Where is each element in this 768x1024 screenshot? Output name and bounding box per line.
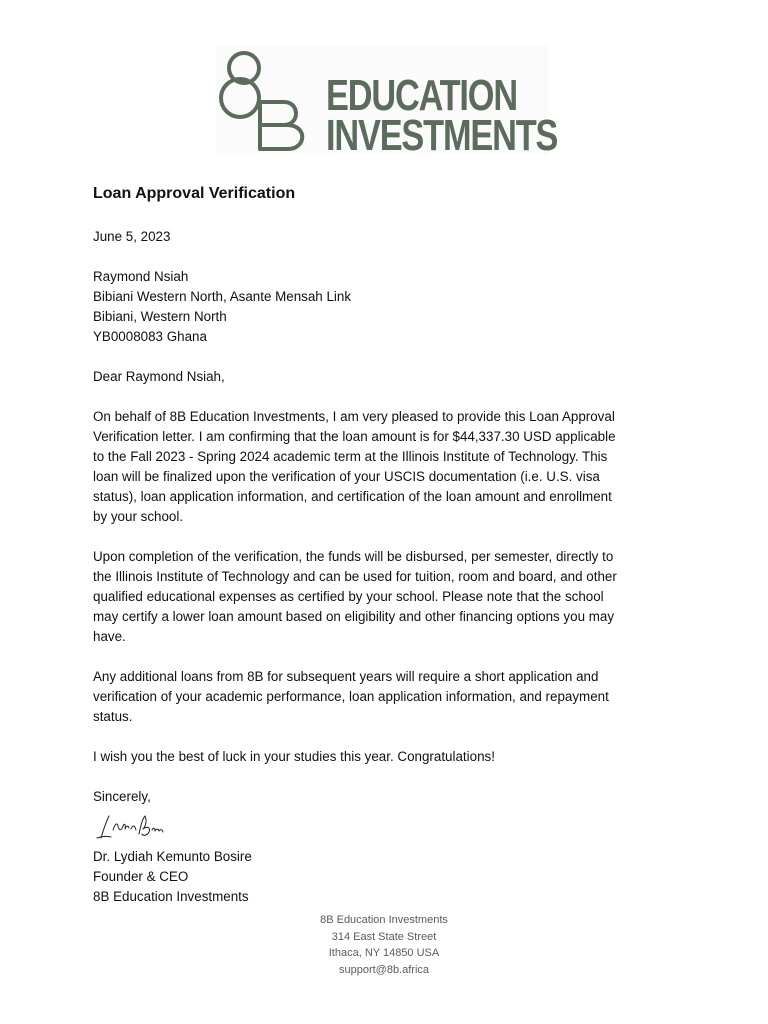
body-paragraph-2 xyxy=(93,547,683,647)
body-paragraph-4: I wish you the best of luck in your studies this year. Congratulations! xyxy=(93,749,495,764)
paragraph-line: Verification letter. I am confirming that the loan amount is for $44,337.30 USD applicable xyxy=(93,429,616,444)
paragraph-line: Upon completion of the verification, the funds will be disbursed, per semester, directly to xyxy=(93,549,614,564)
paragraph-line: the Illinois Institute of Technology and can be used for tuition, room and board, and other xyxy=(93,569,617,584)
signer-organization: 8B Education Investments xyxy=(93,889,249,904)
salutation: Dear Raymond Nsiah, xyxy=(93,369,225,384)
signer-block xyxy=(93,847,683,907)
logo-wordmark-line2: INVESTMENTS xyxy=(326,111,558,160)
paragraph-line: loan will be finalized upon the verification of your USCIS documentation (i.e. U.S. visa xyxy=(93,469,600,484)
recipient-address xyxy=(93,267,683,347)
paragraph-line: qualified educational expenses as certified by your school. Please note that the school xyxy=(93,589,604,604)
footer-street: 314 East State Street xyxy=(331,930,437,943)
paragraph-line: have. xyxy=(93,629,126,644)
closing: Sincerely, xyxy=(93,789,151,804)
logo-wordmark-line1: EDUCATION xyxy=(326,71,517,120)
paragraph-line: by your school. xyxy=(93,509,184,524)
paragraph-line: to the Fall 2023 - Spring 2024 academic term at the Illinois Institute of Technology. This xyxy=(93,449,608,464)
letterhead-footer xyxy=(0,912,768,978)
address-line: YB0008083 Ghana xyxy=(93,329,207,344)
footer-email: support@8b.africa xyxy=(338,963,430,976)
paragraph-line: verification of your academic performance, loan application information, and repayment xyxy=(93,689,609,704)
footer-city: Ithaca, NY 14850 USA xyxy=(328,947,440,959)
signer-role: Founder & CEO xyxy=(93,869,189,884)
footer-company: 8B Education Investments xyxy=(320,914,448,926)
address-line: Bibiani, Western North xyxy=(93,309,227,324)
paragraph-line: Any additional loans from 8B for subsequent years will require a short application and xyxy=(93,669,599,684)
letter-title: Loan Approval Verification xyxy=(93,185,296,202)
letter-date: June 5, 2023 xyxy=(93,229,171,244)
signer-name: Dr. Lydiah Kemunto Bosire xyxy=(93,849,252,864)
paragraph-line: status), loan application information, and certification of the loan amount and enrollment xyxy=(93,489,612,504)
address-line: Bibiani Western North, Asante Mensah Link xyxy=(93,289,352,304)
8b-logo-mark xyxy=(216,46,326,156)
paragraph-line: may certify a lower loan amount based on eligibility and other financing options you may xyxy=(93,609,615,624)
address-line: Raymond Nsiah xyxy=(93,269,189,284)
handwritten-signature xyxy=(95,812,167,842)
body-paragraph-3 xyxy=(93,667,683,727)
paragraph-line: status. xyxy=(93,709,133,724)
body-paragraph-1 xyxy=(93,407,683,527)
paragraph-line: On behalf of 8B Education Investments, I am very pleased to provide this Loan Approval xyxy=(93,409,615,424)
company-logo xyxy=(216,46,558,160)
